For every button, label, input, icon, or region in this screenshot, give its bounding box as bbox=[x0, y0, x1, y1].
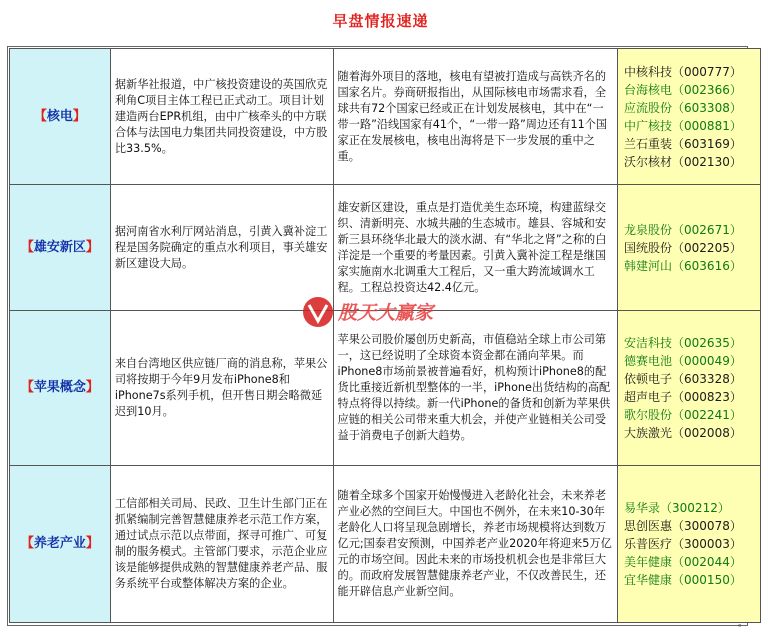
stock-code: （002635） bbox=[672, 336, 742, 350]
stock-name: 易华录 bbox=[624, 501, 661, 515]
stock-item bbox=[624, 117, 754, 135]
stock-code: （000777） bbox=[672, 64, 742, 79]
stock-name: 乐普医疗 bbox=[624, 537, 673, 551]
stock-item bbox=[624, 135, 754, 153]
stock-code: （002008） bbox=[672, 426, 742, 440]
stock-item bbox=[624, 388, 754, 406]
stock-code: （300078） bbox=[672, 519, 742, 533]
stock-item bbox=[624, 424, 754, 442]
watermark-text: 股天大赢家 bbox=[338, 302, 434, 324]
stock-item bbox=[624, 535, 754, 553]
stock-code: （300003） bbox=[672, 537, 742, 551]
stock-code: （300212） bbox=[660, 501, 730, 515]
stock-item bbox=[624, 153, 754, 171]
analysis-cell: 随着全球多个国家开始慢慢进入老龄化社会，未来养老产业必然的空间巨大。中国也不例外，在未来10-30年老龄化人口将呈现急剧增长，养老市场规模将达到数万亿元;国泰君安预测，中国养老产业2020年将迎来5万亿元的市场空间。因此未来的市场投机机会也是非常巨大的。而政府发展智慧健康养老产业，不仅改善民生，还能开辟信息产业新空间。 bbox=[333, 466, 618, 623]
stocks-cell bbox=[618, 185, 761, 311]
sector-label: 【养老产业】 bbox=[10, 466, 111, 623]
stock-code: （002130） bbox=[672, 154, 742, 169]
stock-code: （002366） bbox=[672, 82, 742, 97]
stock-code: （002205） bbox=[672, 240, 742, 255]
stock-item bbox=[624, 499, 754, 517]
stock-name: 歌尔股份 bbox=[624, 408, 673, 422]
stock-name: 大族激光 bbox=[624, 426, 673, 440]
sector-name: 养老产业 bbox=[33, 536, 86, 551]
stock-name: 超声电子 bbox=[624, 390, 673, 404]
stock-name: 台海核电 bbox=[624, 82, 673, 97]
stock-name: 龙泉股份 bbox=[624, 222, 673, 237]
table-row bbox=[10, 49, 761, 185]
stock-code: （002044） bbox=[672, 555, 742, 569]
news-cell: 来自台湾地区供应链厂商的消息称，苹果公司将按期于今年9月发布iPhone8和iPhone7s系列手机，但开售日期会略微延迟到10月。 bbox=[110, 311, 333, 466]
analysis-cell: 雄安新区建设，重点是打造优美生态环境，构建蓝绿交织、清新明亮、水城共融的生态城市。雄县、容城和安新三县环绕华北最大的淡水湖、有“华北之肾”之称的白洋淀是一个重要的考量因素。引黄入冀补淀工程是继国家实施南水北调重大工程后，又一重大跨流域调水工程。工程总投资达42.4亿元。 bbox=[333, 185, 618, 311]
stocks-cell bbox=[618, 311, 761, 466]
stock-code: （000881） bbox=[672, 118, 742, 133]
sector-label: 【苹果概念】 bbox=[10, 311, 111, 466]
news-cell: 工信部相关司局、民政、卫生计生部门正在抓紧编制完善智慧健康养老示范工作方案，通过试点示范以点带面，探寻可推广、可复制的服务模式。主管部门要求，示范企业应该是能够提供成熟的智慧健康养老产品、服务系统平台或整体解决方案的企业。 bbox=[110, 466, 333, 623]
stock-name: 应流股份 bbox=[624, 100, 673, 115]
stock-code: （603616） bbox=[672, 258, 742, 273]
stock-code: （000823） bbox=[672, 390, 742, 404]
table-row bbox=[10, 311, 761, 466]
stock-item bbox=[624, 352, 754, 370]
stock-name: 中广核技 bbox=[624, 118, 673, 133]
stock-item bbox=[624, 81, 754, 99]
stock-code: （002671） bbox=[672, 222, 742, 237]
stock-code: （000150） bbox=[672, 573, 742, 587]
stock-code: （603328） bbox=[672, 372, 742, 386]
stock-item bbox=[624, 334, 754, 352]
sector-label: 【雄安新区】 bbox=[10, 185, 111, 311]
sector-name: 雄安新区 bbox=[33, 239, 86, 255]
stock-name: 沃尔核材 bbox=[624, 154, 673, 169]
stock-name: 美年健康 bbox=[624, 555, 673, 569]
analysis-cell: 随着海外项目的落地，核电有望被打造成与高铁齐名的国家名片。券商研报指出，从国际核电市场需求看，全球共有72个国家已经或正在计划发展核电，其中在“一带一路”沿线国家有41个，“一带一路”周边还有11个国家正在发展核电，核电出海将是下一步发展的重中之重。 bbox=[333, 49, 618, 185]
stock-item bbox=[624, 63, 754, 81]
stock-name: 安洁科技 bbox=[624, 336, 673, 350]
stocks-cell bbox=[618, 49, 761, 185]
stock-item bbox=[624, 99, 754, 117]
sector-label: 【核电】 bbox=[10, 49, 111, 185]
stock-name: 德赛电池 bbox=[624, 354, 673, 368]
news-cell: 据新华社报道，中广核投资建设的英国欣克利角C项目主体工程已正式动工。项目计划建造两台EPR机组，由中广核牵头的中方联合体与法国电力集团共同投资建设，中方股比33.5%。 bbox=[110, 49, 333, 185]
stock-item bbox=[624, 571, 754, 589]
stock-name: 中核科技 bbox=[624, 64, 673, 79]
stock-code: （002241） bbox=[672, 408, 742, 422]
stock-item bbox=[624, 221, 754, 239]
footer-mark: 。 bbox=[738, 618, 748, 629]
info-table bbox=[9, 48, 761, 623]
stock-item bbox=[624, 257, 754, 275]
stock-name: 思创医惠 bbox=[624, 519, 673, 533]
stock-name: 韩建河山 bbox=[624, 258, 673, 273]
news-cell: 据河南省水利厅网站消息，引黄入冀补淀工程是国务院确定的重点水利项目，事关雄安新区建设大局。 bbox=[110, 185, 333, 311]
stock-name: 宜华健康 bbox=[624, 573, 673, 587]
stock-item bbox=[624, 406, 754, 424]
stock-item bbox=[624, 553, 754, 571]
stock-name: 国统股份 bbox=[624, 240, 673, 255]
stock-code: （603308） bbox=[672, 100, 742, 115]
stock-name: 依顿电子 bbox=[624, 372, 673, 386]
stock-item bbox=[624, 239, 754, 257]
stock-code: （000049） bbox=[672, 354, 742, 368]
sector-name: 核电 bbox=[46, 108, 73, 124]
stock-item bbox=[624, 370, 754, 388]
stock-item bbox=[624, 517, 754, 535]
stock-code: （603169） bbox=[672, 136, 742, 151]
page-title: 早盘情报速递 bbox=[332, 12, 429, 30]
table-row bbox=[10, 466, 761, 623]
stock-name: 兰石重装 bbox=[624, 136, 673, 151]
sector-name: 苹果概念 bbox=[33, 380, 86, 395]
stocks-cell bbox=[618, 466, 761, 623]
analysis-cell: 苹果公司股价屡创历史新高，市值稳站全球上市公司第一，这已经说明了全球资本资金都在涌向苹果。而iPhone8市场前景被普遍看好，机构预计iPhone8的配货比重接近新机型整体的一半，iPhone出货结构的高配特点将得以持续。新一代iPhone的备货和创新为苹果供应链的相关公司带来重大机会，并使产业链相关公司受益于消费电子创新大趋势。 bbox=[333, 311, 618, 466]
watermark-logo bbox=[300, 292, 468, 332]
